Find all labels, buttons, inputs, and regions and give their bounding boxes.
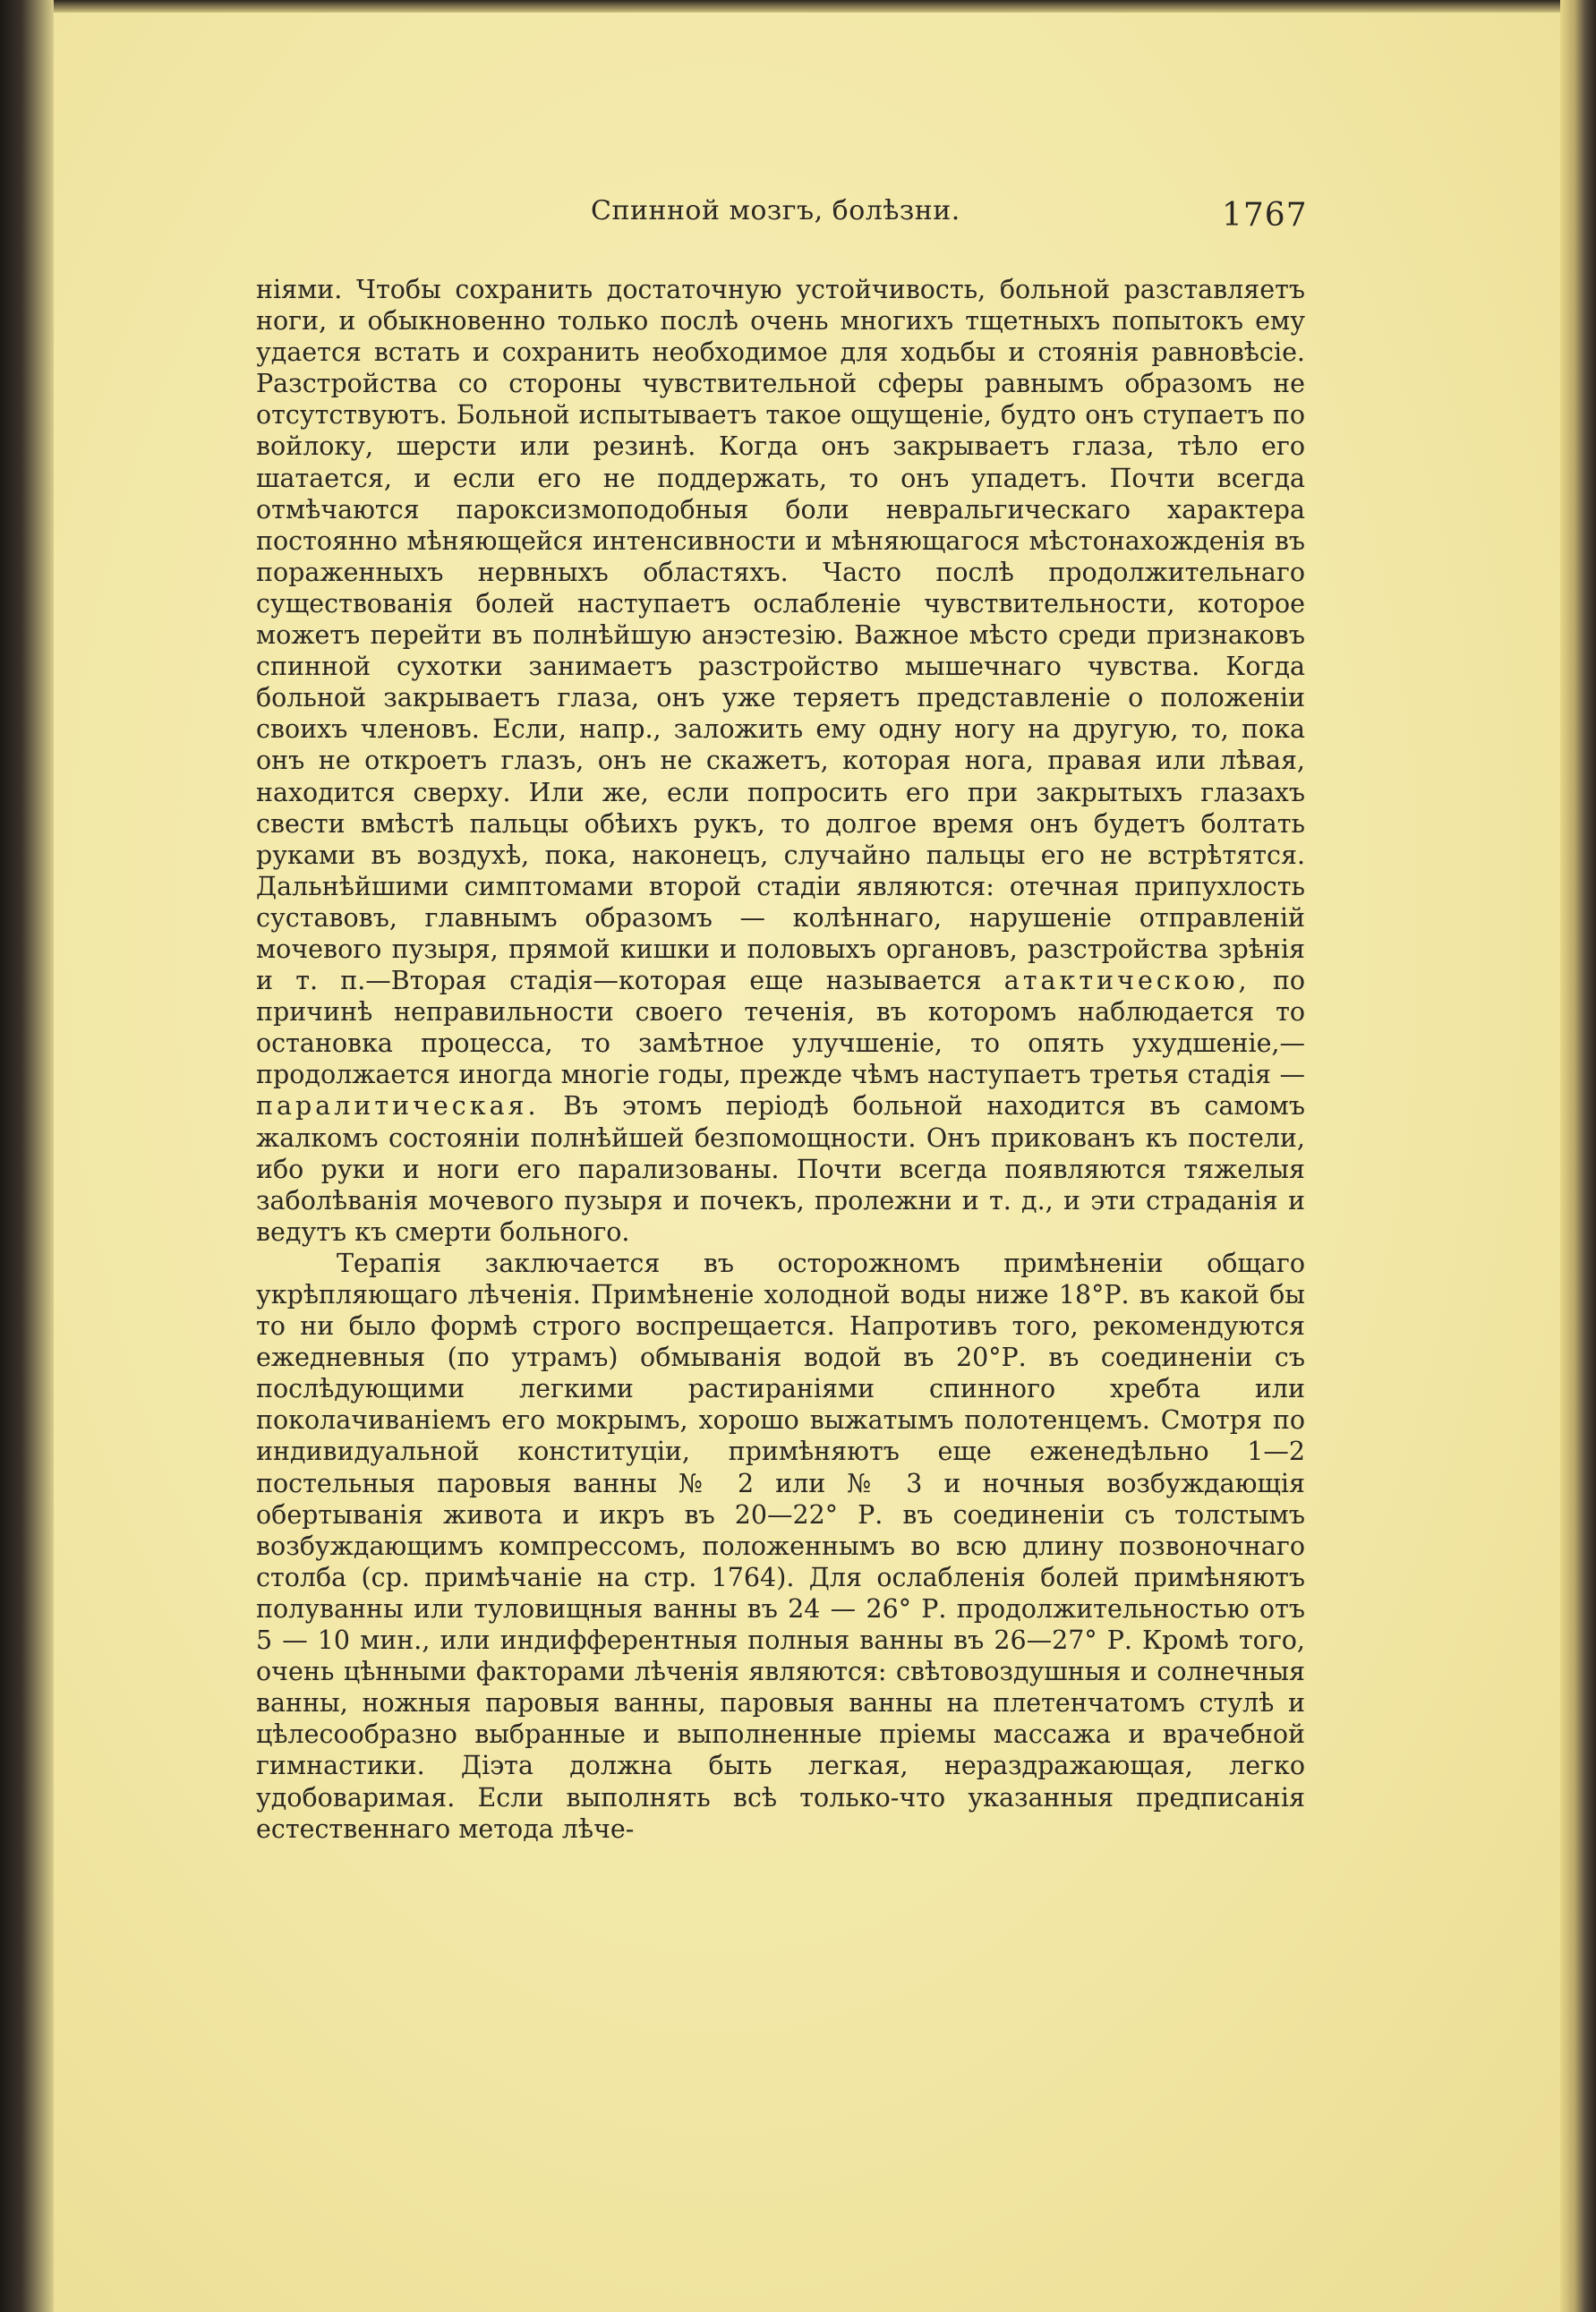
paragraph-1-end: Въ этомъ періодѣ больной находится въ самомъ жалкомъ состояніи полнѣйшей безпомощности. Онъ прикованъ къ постели, ибо руки и ноги его парализованы. Почти всегда появляются тяжелыя заболѣванія мочевого пузыря и почекъ, пролежни и т. д., и эти страданія и ведутъ къ смерти больного.	[256, 1091, 1305, 1247]
paragraph-1-text: ніями. Чтобы сохранить достаточную устойчивость, больной разставляетъ ноги, и обыкновенно только послѣ очень многихъ тщетныхъ попытокъ ему удается встать и сохранить необходимое для ходьбы и стоянія равновѣсіе. Разстройства со стороны чувствительной сферы равнымъ образомъ не отсутствуютъ. Больной испытываетъ такое ощущеніе, будто онъ ступаетъ по войлоку, шерсти или резинѣ. Когда онъ закрываетъ глаза, тѣло его шатается, и если его не поддержать, то онъ упадетъ. Почти всегда отмѣчаются пароксизмоподобныя боли невральгическаго характера постоянно мѣняющейся интенсивности и мѣняющагося мѣстонахожденія въ пораженныхъ нервныхъ областяхъ. Часто послѣ продолжительнаго существованія болей наступаетъ ослабленіе чувствительности, которое можетъ перейти въ полнѣйшую анэстезію. Важное мѣсто среди признаковъ спинной сухотки занимаетъ разстройство мышечнаго чувства. Когда больной закрываетъ глаза, онъ уже теряетъ представленіе о положеніи своихъ членовъ. Если, напр., заложить ему одну ногу на другую, то, пока онъ не откроетъ глазъ, онъ не скажетъ, которая нога, правая или лѣвая, находится сверху. Или же, если попросить его при закрытыхъ глазахъ свести вмѣстѣ пальцы обѣихъ рукъ, то долгое время онъ будетъ болтать руками въ воздухѣ, пока, наконецъ, случайно пальцы его не встрѣтятся. Дальнѣйшими симптомами второй стадіи являются: отечная припухлость суставовъ, главнымъ образомъ — колѣннаго, нарушеніе отправленій мочевого пузыря, прямой кишки и половыхъ органовъ, разстройства зрѣнія и т. п.—Вторая стадія—которая еще называется	[256, 275, 1305, 996]
emphasis-ataxic: атактическою,	[1003, 966, 1250, 996]
page-top-edge	[0, 0, 1596, 13]
body-text	[256, 274, 1305, 1845]
paragraph-1-continued: по причинѣ неправильности своего теченія, въ которомъ наблюдается то остановка процесса, то замѣтное улучшеніе, то опять ухудшеніе,—продолжается иногда многіе годы, прежде чѣмъ наступаетъ третья стадія —	[256, 966, 1305, 1090]
page-left-edge	[0, 0, 54, 2312]
page-right-edge	[1560, 0, 1596, 2312]
running-title: Спинной мозгъ, болѣзни.	[591, 195, 960, 226]
emphasis-paralytic: паралитическая.	[256, 1091, 540, 1122]
paragraph-1	[256, 274, 1305, 1248]
page-number: 1767	[1222, 197, 1308, 234]
paragraph-2: Терапія заключается въ осторожномъ примѣненіи общаго укрѣпляющаго лѣченія. Примѣненіе холодной воды ниже 18°Р. въ какой бы то ни было формѣ строго воспрещается. Напротивъ того, рекомендуются ежедневныя (по утрамъ) обмыванія водой въ 20°Р. въ соединеніи съ послѣдующими легкими растираніями спинного хребта или поколачиваніемъ его мокрымъ, хорошо выжатымъ полотенцемъ. Смотря по индивидуальной конституціи, примѣняютъ еще еженедѣльно 1—2 постельныя паровыя ванны № 2 или № 3 и ночныя возбуждающія обертыванія живота и икръ въ 20—22° Р. въ соединеніи съ толстымъ возбуждающимъ компрессомъ, положеннымъ во всю длину позвоночнаго столба (ср. примѣчаніе на стр. 1764). Для ослабленія болей примѣняютъ полуванны или туловищныя ванны въ 24 — 26° Р. продолжительностью отъ 5 — 10 мин., или индифферентныя полныя ванны въ 26—27° Р. Кромѣ того, очень цѣнными факторами лѣченія являются: свѣтовоздушныя и солнечныя ванны, ножныя паровыя ванны, паровыя ванны на плетенчатомъ стулѣ и цѣлесообразно выбранные и выполненные пріемы массажа и врачебной гимнастики. Діэта должна быть легкая, нераздражающая, легко удобоваримая. Если выполнять всѣ только-что указанныя предписанія естественнаго метода лѣче-	[256, 1248, 1305, 1844]
